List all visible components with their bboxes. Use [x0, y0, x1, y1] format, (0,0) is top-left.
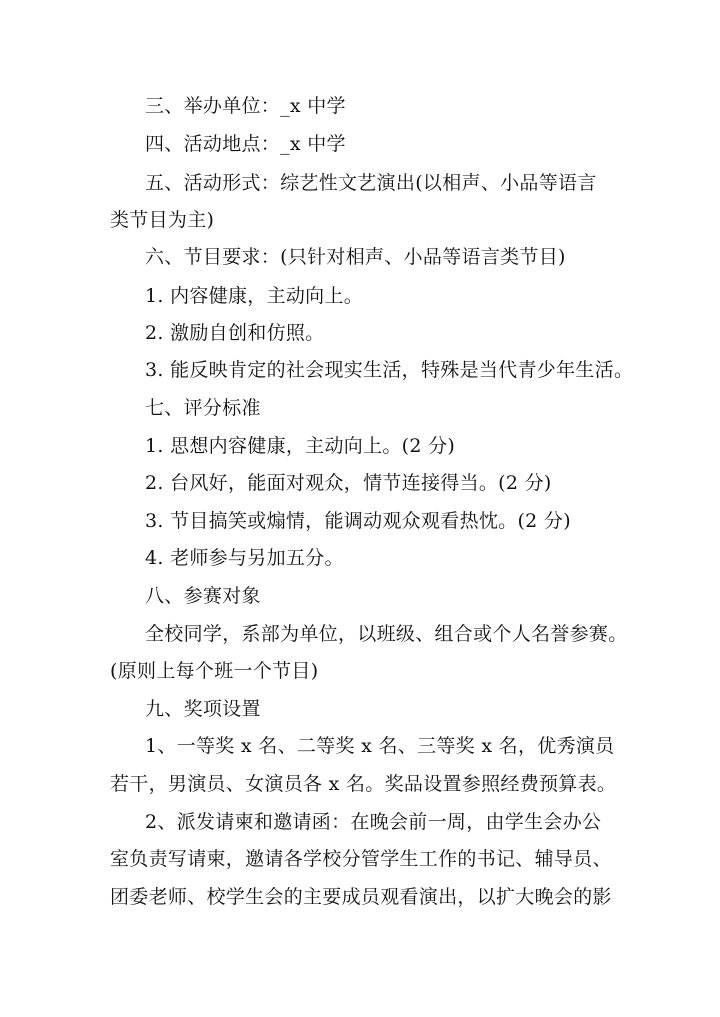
text-line: 室负责写请柬，邀请各学校分管学生工作的书记、辅导员、: [110, 848, 612, 870]
text-line: 五、活动形式：综艺性文艺演出(以相声、小品等语言: [145, 172, 597, 194]
text-line: 若干，男演员、女演员各 x 名。奖品设置参照经费预算表。: [110, 773, 617, 795]
text-line: 3. 节目搞笑或煽情，能调动观众观看热忱。(2 分): [145, 510, 571, 532]
text-line: (原则上每个班一个节目): [110, 660, 319, 682]
text-line: 全校同学，系部为单位，以班级、组合或个人名誉参赛。: [145, 623, 628, 645]
text-line: 三、举办单位：_x 中学: [145, 95, 346, 117]
text-line: 2. 激励自创和仿照。: [145, 322, 325, 344]
text-line: 七、评分标准: [145, 397, 261, 419]
text-line: 1. 思想内容健康，主动向上。(2 分): [145, 435, 456, 457]
text-line: 团委老师、校学生会的主要成员观看演出，以扩大晚会的影: [110, 886, 612, 908]
text-line: 八、参赛对象: [145, 585, 261, 607]
text-line: 2. 台风好，能面对观众，情节连接得当。(2 分): [145, 472, 552, 494]
text-line: 四、活动地点：_x 中学: [145, 133, 346, 155]
text-line: 1. 内容健康，主动向上。: [145, 285, 364, 307]
text-line: 六、节目要求：(只针对相声、小品等语言类节目): [145, 246, 566, 268]
text-line: 3. 能反映肯定的社会现实生活，特殊是当代青少年生活。: [145, 359, 634, 381]
text-line: 类节目为主): [110, 209, 215, 231]
text-line: 1、一等奖 x 名、二等奖 x 名、三等奖 x 名，优秀演员: [145, 735, 615, 757]
text-line: 4. 老师参与另加五分。: [145, 547, 344, 569]
text-line: 2、派发请柬和邀请函：在晚会前一周，由学生会办公: [145, 811, 602, 833]
text-line: 九、奖项设置: [145, 698, 261, 720]
